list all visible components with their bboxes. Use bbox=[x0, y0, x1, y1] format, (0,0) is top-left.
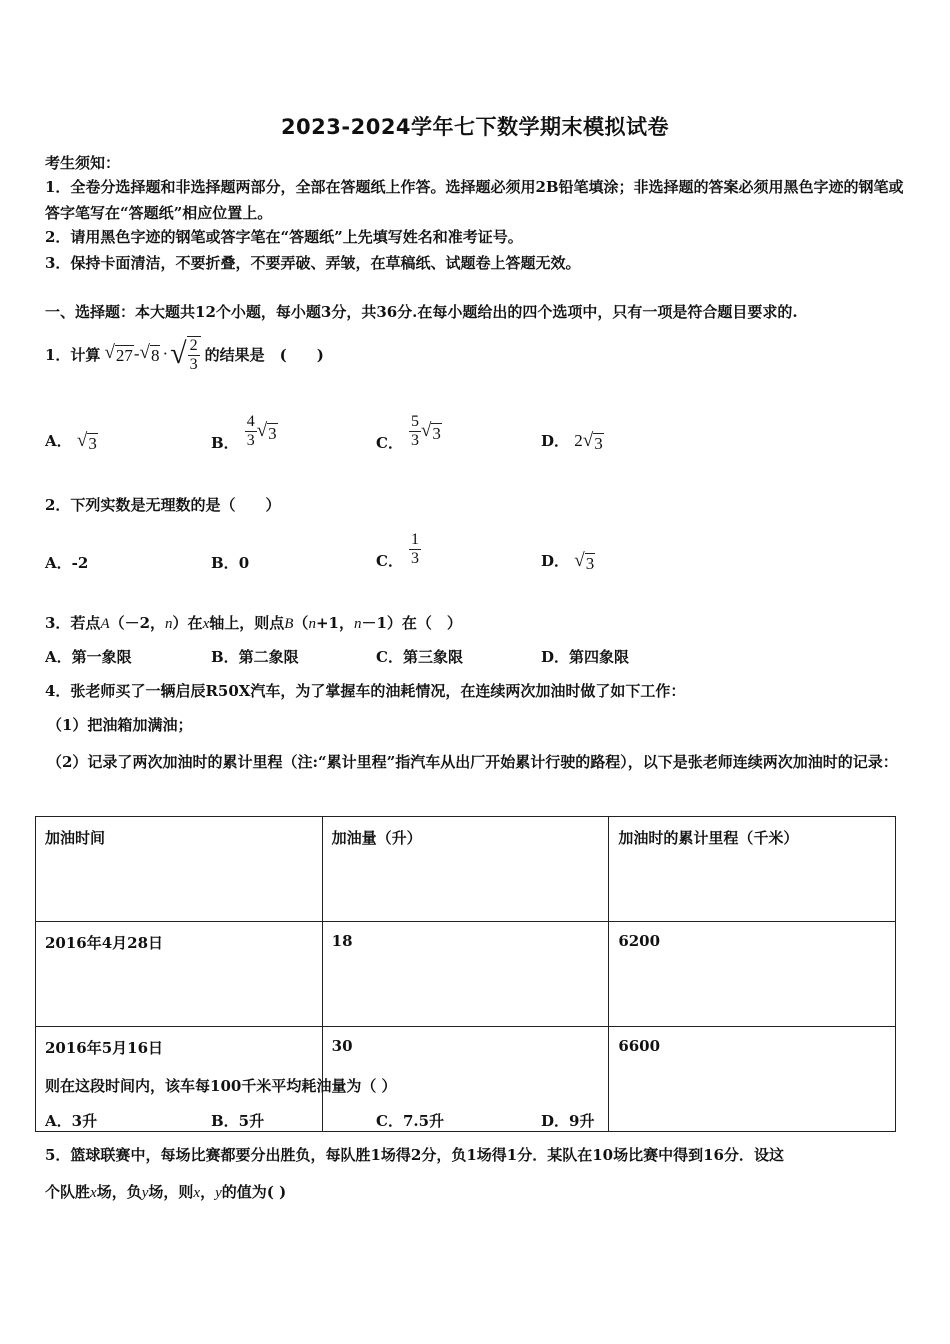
notice-item-3: 3．保持卡面清洁，不要折叠，不要弄破、弄皱，在草稿纸、试题卷上答题无效。 bbox=[45, 254, 581, 272]
q1-sqrt-a: √ 27 bbox=[104, 342, 133, 365]
question-1 bbox=[45, 330, 324, 378]
table-cell: 2016年5月16日 bbox=[36, 1027, 323, 1132]
q1-prefix: 1．计算 bbox=[45, 345, 101, 364]
q2-option-a[interactable]: A．-2 bbox=[45, 554, 89, 572]
notice-item-1: 1．全卷分选择题和非选择题两部分，全部在答题纸上作答。选择题必须用2B铅笔填涂；非选择题的答案必须用黑色字迹的钢笔或答字笔写在“答题纸”相应位置上。 bbox=[45, 178, 904, 222]
notice-item-2: 2．请用黑色字迹的钢笔或答字笔在“答题纸”上先填写姓名和准考证号。 bbox=[45, 228, 523, 246]
table-header: 加油量（升） bbox=[322, 817, 609, 922]
q4-option-a[interactable]: A．3升 bbox=[45, 1112, 98, 1130]
q1-option-d[interactable]: D． 2 √ 3 bbox=[541, 430, 603, 453]
table-row bbox=[36, 922, 896, 1027]
notice-heading: 考生须知： bbox=[45, 154, 121, 172]
q4-option-c[interactable]: C．7.5升 bbox=[376, 1112, 445, 1130]
q1-option-b[interactable]: B． $\frac{4}{3}$ √ 3 bbox=[211, 413, 277, 452]
q1-minus: - bbox=[133, 344, 140, 363]
table-cell: 2016年4月28日 bbox=[36, 922, 323, 1027]
question-2: 2．下列实数是无理数的是（ ） bbox=[45, 496, 281, 514]
q4-option-b[interactable]: B．5升 bbox=[211, 1112, 265, 1130]
question-4-step-1: （1）把油箱加满油； bbox=[47, 716, 193, 734]
q1-dot: · bbox=[162, 344, 169, 363]
q3-option-b[interactable]: B．第二象限 bbox=[211, 648, 299, 666]
table-header: 加油时的累计里程（千米） bbox=[609, 817, 896, 922]
table-cell: 30 bbox=[322, 1027, 609, 1132]
q3-option-a[interactable]: A．第一象限 bbox=[45, 648, 132, 666]
table-cell: 18 bbox=[322, 922, 609, 1027]
q1-sqrt-frac: √ $\frac{2}{3}$ bbox=[170, 332, 200, 376]
table-cell: 6200 bbox=[609, 922, 896, 1027]
q1-sqrt-b: √ 8 bbox=[139, 342, 160, 365]
question-4-stem: 4．张老师买了一辆启辰R50X汽车，为了掌握车的油耗情况，在连续两次加油时做了如下工作： bbox=[45, 682, 686, 700]
question-4-step-2: （2）记录了两次加油时的累计里程（注:“累计里程”指汽车从出厂开始累计行驶的路程），以下是张老师连续两次加油时的记录： bbox=[47, 753, 898, 771]
q1-option-c[interactable]: C． $\frac{5}{3}$ √ 3 bbox=[376, 413, 441, 452]
table-header: 加油时间 bbox=[36, 817, 323, 922]
question-5-line-2: 个队胜x场，负y场，则x，y的值为( ) bbox=[45, 1183, 287, 1201]
question-5-line-1: 5．篮球联赛中，每场比赛都要分出胜负，每队胜1场得2分，负1场得1分．某队在10场比赛中得到16分．设这 bbox=[45, 1146, 784, 1164]
section-heading: 一、选择题：本大题共12个小题，每小题3分，共36分.在每小题给出的四个选项中，只有一项是符合题目要求的. bbox=[45, 303, 798, 321]
q1-suffix: 的结果是 ( ) bbox=[204, 345, 324, 364]
question-4-question: 则在这段时间内，该车每100千米平均耗油量为（ ） bbox=[45, 1077, 397, 1095]
page-title: 2023-2024学年七下数学期末模拟试卷 bbox=[280, 115, 670, 139]
question-3: 3．若点A（－2，n）在x轴上，则点B（n+1，n－1）在（ ） bbox=[45, 614, 462, 632]
q3-option-d[interactable]: D．第四象限 bbox=[541, 648, 630, 666]
q2-option-d[interactable]: D． √ 3 bbox=[541, 550, 595, 573]
q4-option-d[interactable]: D．9升 bbox=[541, 1112, 595, 1130]
table-cell: 6600 bbox=[609, 1027, 896, 1132]
q2-option-c[interactable]: C． $\frac{1}{3}$ bbox=[376, 531, 419, 570]
q3-option-c[interactable]: C．第三象限 bbox=[376, 648, 463, 666]
q1-option-a[interactable]: A． √ 3 bbox=[45, 430, 97, 453]
table-header-row bbox=[36, 817, 896, 922]
q2-option-b[interactable]: B．0 bbox=[211, 554, 250, 572]
